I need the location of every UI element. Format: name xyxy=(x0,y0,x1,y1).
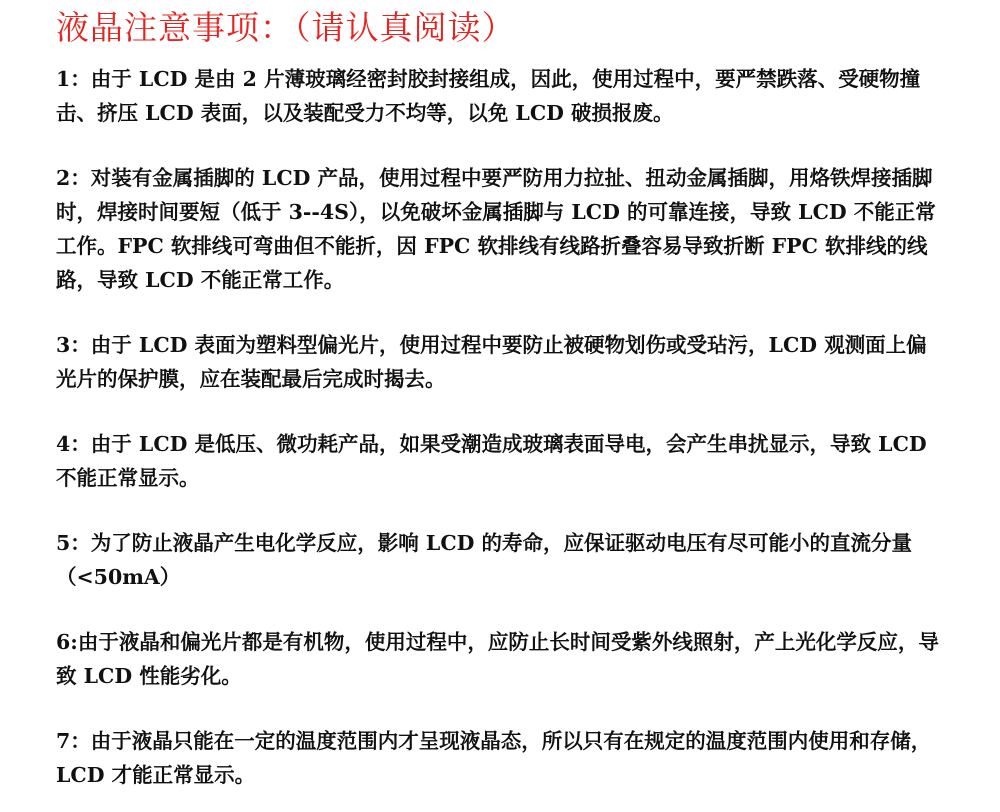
note-item-4: 4：由于 LCD 是低压、微功耗产品，如果受潮造成玻璃表面导电，会产生串扰显示，导致 LCD 不能正常显示。 xyxy=(56,432,927,490)
note-item-3: 3：由于 LCD 表面为塑料型偏光片，使用过程中要防止被硬物划伤或受玷污，LCD 观测面上偏光片的保护膜，应在装配最后完成时揭去。 xyxy=(56,333,927,391)
notes-list xyxy=(56,62,960,792)
page-title: 液晶注意事项：（请认真阅读） xyxy=(56,8,516,47)
note-item-6: 6:由于液晶和偏光片都是有机物，使用过程中，应防止长时间受紫外线照射，产上光化学反应，导致 LCD 性能劣化。 xyxy=(56,630,939,688)
note-item-2: 2：对装有金属插脚的 LCD 产品，使用过程中要严防用力拉扯、扭动金属插脚，用烙铁焊接插脚时，焊接时间要短（低于 3--4S），以免破坏金属插脚与 LCD 的可靠连接，导致 LCD 不能正常工作。FPC 软排线可弯曲但不能折，因 FPC 软排线有线路折叠容易导致折断 FPC 软排线的线路，导致 LCD 不能正常工作。 xyxy=(56,166,936,292)
note-item-1: 1：由于 LCD 是由 2 片薄玻璃经密封胶封接组成，因此，使用过程中，要严禁跌落、受硬物撞击、挤压 LCD 表面，以及装配受力不均等，以免 LCD 破损报废。 xyxy=(56,67,921,125)
note-item-7: 7：由于液晶只能在一定的温度范围内才呈现液晶态，所以只有在规定的温度范围内使用和存储，LCD 才能正常显示。 xyxy=(56,729,932,787)
note-item-5: 5：为了防止液晶产生电化学反应，影响 LCD 的寿命，应保证驱动电压有尽可能小的直流分量（<50mA） xyxy=(56,531,913,589)
